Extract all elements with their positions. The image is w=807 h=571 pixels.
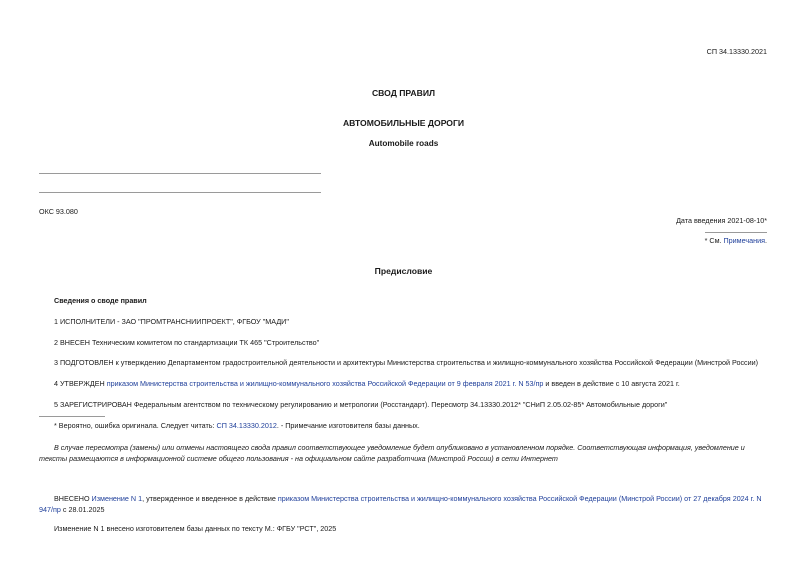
info-heading: Сведения о своде правил (54, 296, 147, 305)
item-registered: 5 ЗАРЕГИСТРИРОВАН Федеральным агентством по техническому регулированию и метрологии (Росстандарт). Пересмотр 34.13330.2012* "СНиП 2.05.02-85* Автомобильные дороги" (54, 400, 668, 409)
document-code: СП 34.13330.2021 (706, 47, 767, 56)
note-prefix: * Вероятно, ошибка оригинала. Следует читать: (54, 421, 217, 430)
item-executors: 1 ИСПОЛНИТЕЛИ - ЗАО "ПРОМТРАНСНИИПРОЕКТ", ФГБОУ "МАДИ" (54, 317, 289, 326)
document-title: АВТОМОБИЛЬНЫЕ ДОРОГИ (342, 118, 465, 128)
amendment-suffix: с 28.01.2025 (60, 505, 105, 514)
database-note (54, 421, 420, 430)
doc-type-heading: СВОД ПРАВИЛ (371, 88, 436, 98)
footnote-reference (705, 236, 767, 245)
item-submitted: 2 ВНЕСЕН Техническим комитетом по стандартизации ТК 465 "Строительство" (54, 338, 320, 347)
footnote-divider (705, 232, 767, 233)
item-approved (54, 379, 680, 388)
amendment-note: Изменение N 1 внесено изготовителем базы данных по тексту М.: ФГБУ "РСТ", 2025 (54, 524, 337, 533)
item-prepared: 3 ПОДГОТОВЛЕН к утверждению Департаментом градостроительной деятельности и архитектуры Министерства строительства и жилищно-коммунального хозяйства Российской Федерации (Минстрой России) (54, 358, 759, 367)
footnote-prefix: * См. (704, 236, 724, 245)
approved-prefix: 4 УТВЕРЖДЕН (54, 379, 107, 388)
note-suffix: . - Примечание изготовителя базы данных. (276, 421, 420, 430)
introduction-date: Дата введения 2021-08-10* (676, 216, 767, 225)
amendment-paragraph (39, 493, 769, 515)
amendment-1-link[interactable]: Изменение N 1 (91, 494, 143, 503)
approved-suffix: и введен в действие с 10 августа 2021 г. (543, 379, 680, 388)
amendment-prefix: ВНЕСЕНО (54, 494, 92, 503)
amendment-mid: , утвержденное и введенное в действие (142, 494, 278, 503)
divider (39, 173, 321, 174)
revision-notice: В случае пересмотра (замены) или отмены настоящего свода правил соответствующее уведомление будет опубликовано в установленном порядке. Соответствующая информация, уведомление и тексты размещаются в информационной системе общего пользования - на официальном сайте разработчика (Минстрой России) в сети Интернет (39, 443, 745, 463)
document-title-english: Automobile roads (368, 139, 439, 148)
preface-heading: Предисловие (374, 266, 433, 276)
sp-2012-link[interactable]: СП 34.13330.2012 (216, 421, 277, 430)
divider (39, 192, 321, 193)
approval-order-link[interactable]: приказом Министерства строительства и жилищно-коммунального хозяйства Российской Федерации от 9 февраля 2021 г. N 53/пр (106, 379, 544, 388)
oks-code: ОКС 93.080 (39, 207, 78, 216)
notes-link[interactable]: Примечания (723, 236, 765, 245)
amendment-order-link[interactable]: приказом Министерства строительства и жилищно-коммунального хозяйства Российской Федерации (Минстрой России) от 27 декабря 2024 г. N 947/пр (39, 494, 762, 514)
footnote-suffix: . (765, 236, 767, 245)
note-divider (39, 416, 105, 417)
